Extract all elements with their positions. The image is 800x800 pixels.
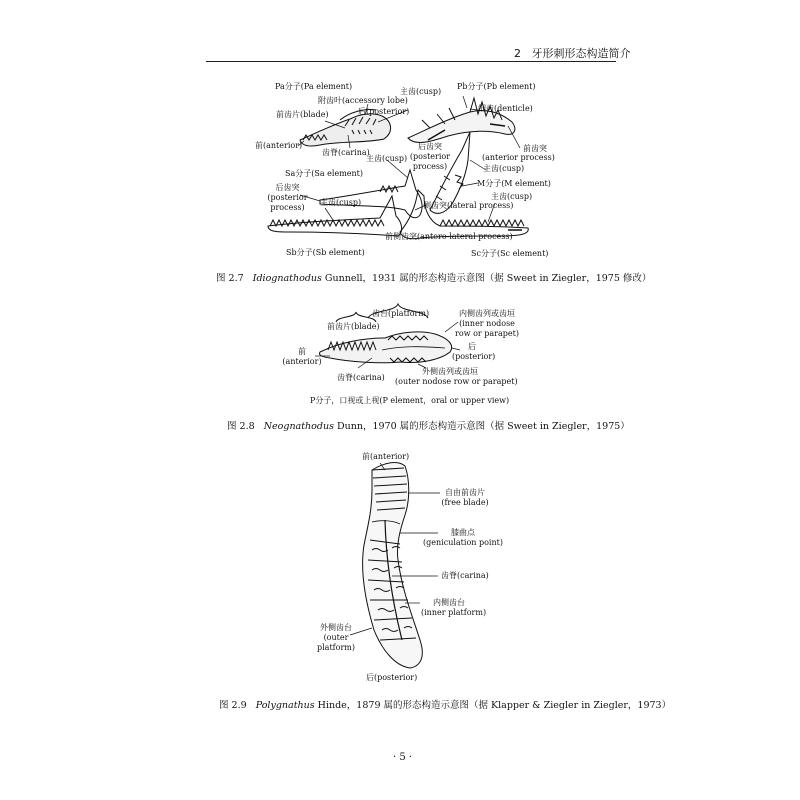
- label-outer-nodose-row: 外侧齿列或齿垣 (outer nodose row or parapet): [395, 367, 518, 386]
- label-blade: 前齿片(blade): [276, 110, 329, 119]
- label-posterior-process-left: 后齿突 (posterior process): [267, 183, 308, 212]
- label-cusp-sb: 主齿(cusp): [320, 198, 362, 207]
- label-antero-lateral-process: 前侧齿突(antero-lateral process): [385, 232, 513, 241]
- caption-figure-2-9: 图 2.9 Polygnathus Hinde，1879 属的形态构造示意图（据 Klapper & Ziegler in Ziegler，1973）: [219, 700, 672, 711]
- label-lateral-process: 侧齿突(lateral process): [423, 201, 514, 210]
- label-cusp-right: 主齿(cusp): [483, 164, 525, 173]
- label-cusp-mid: 主齿(cusp): [366, 154, 408, 163]
- label-anterior-process-en: (anterior process): [482, 153, 555, 162]
- chapter-number: 2: [514, 47, 521, 60]
- label-geniculation-point: 膝曲点 (geniculation point): [423, 528, 503, 547]
- label-m-element: M分子(M element): [477, 179, 551, 188]
- label-posterior-process-mid: 后齿突 (posterior process): [409, 142, 451, 171]
- label-anterior-process: 前齿突: [523, 144, 547, 153]
- label-accessory-lobe: 附齿叶(accessory lobe): [318, 96, 408, 105]
- label-anterior-29: 前(anterior): [362, 452, 410, 461]
- label-carina-29: 齿脊(carina): [441, 571, 489, 580]
- label-sc-element: Sc分子(Sc element): [471, 249, 549, 258]
- label-anterior-28: 前 (anterior): [282, 347, 322, 366]
- label-inner-platform: 内侧齿台 (inner platform): [421, 598, 487, 617]
- page-number: · 5 ·: [393, 752, 413, 763]
- caption-figure-2-7: 图 2.7 Idiognathodus Gunnell，1931 属的形态构造示意图（据 Sweet in Ziegler，1975 修改）: [216, 273, 652, 284]
- label-posterior-29: 后(posterior): [366, 673, 418, 682]
- label-cusp-pb: 主齿(cusp): [400, 87, 442, 96]
- chapter-title: 牙形刺形态构造简介: [531, 47, 631, 60]
- label-inner-nodose-row: 内侧齿列或齿垣 (inner nodose row or parapet): [455, 309, 519, 338]
- label-carina: 齿脊(carina): [322, 148, 370, 157]
- label-denticle: 细齿(denticle): [478, 104, 533, 113]
- label-pb-element: Pb分子(Pb element): [457, 82, 536, 91]
- label-posterior: 后(posterior): [358, 107, 410, 116]
- label-outer-platform: 外侧齿台 (outer platform): [317, 623, 355, 652]
- label-platform: 齿台(platform): [372, 309, 430, 318]
- label-sa-element: Sa分子(Sa element): [285, 169, 363, 178]
- label-cusp-sc: 主齿(cusp): [491, 192, 533, 201]
- label-carina-28: 齿脊(carina): [337, 373, 385, 382]
- label-free-blade: 自由前齿片 (free blade): [441, 488, 489, 507]
- label-posterior-28: 后 (posterior): [452, 342, 496, 361]
- label-blade-28: 前齿片(blade): [327, 322, 380, 331]
- label-sb-element: Sb分子(Sb element): [286, 248, 365, 257]
- caption-figure-2-8: 图 2.8 Neognathodus Dunn，1970 属的形态构造示意图（据 Sweet in Ziegler，1975）: [227, 421, 630, 432]
- label-anterior: 前(anterior): [255, 141, 303, 150]
- subcaption-p-element: P分子，口视或上视(P element，oral or upper view): [310, 396, 510, 405]
- label-pa-element: Pa分子(Pa element): [275, 82, 353, 91]
